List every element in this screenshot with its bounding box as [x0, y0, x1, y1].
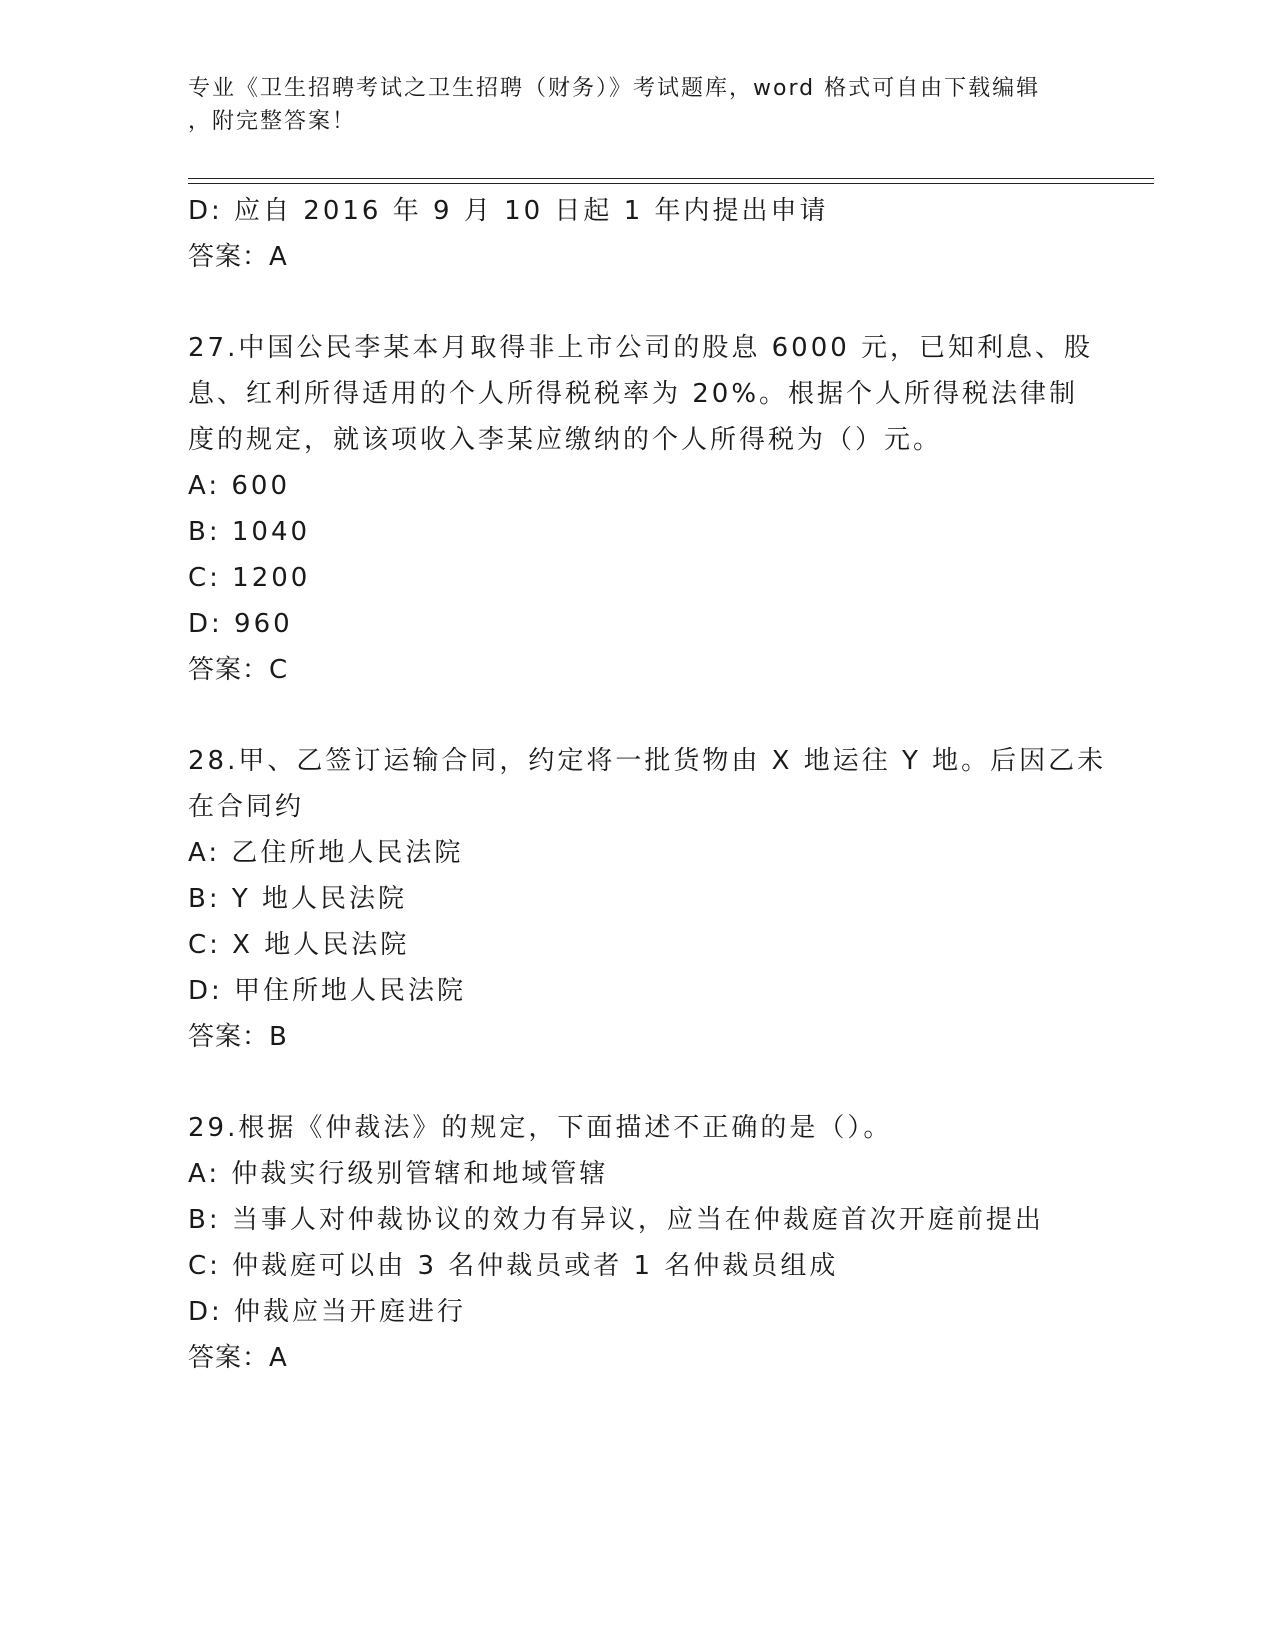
answer-line: 答案：A	[188, 242, 288, 272]
option-b: B: 当事人对仲裁协议的效力有异议，应当在仲裁庭首次开庭前提出	[188, 1205, 1044, 1235]
question-text-line: 息、红利所得适用的个人所得税税率为 20%。根据个人所得税法律制	[188, 379, 1079, 409]
question-text-line: 28.甲、乙签订运输合同，约定将一批货物由 X 地运往 Y 地。后因乙未	[188, 746, 1107, 776]
question-28	[188, 738, 1108, 1060]
header-line-1: 专业《卫生招聘考试之卫生招聘（财务）》考试题库，word 格式可自由下载编辑	[188, 76, 1041, 101]
option-b: B: 1040	[188, 517, 311, 547]
option-d: D: 应自 2016 年 9 月 10 日起 1 年内提出申请	[188, 196, 829, 226]
question-text-line: 29.根据《仲裁法》的规定，下面描述不正确的是（）。	[188, 1113, 893, 1143]
question-list	[188, 188, 1108, 1381]
header-line-2: ，附完整答案！	[188, 109, 357, 134]
answer-line: 答案：B	[188, 1022, 288, 1052]
option-d: D: 甲住所地人民法院	[188, 976, 467, 1006]
previous-question-tail	[188, 188, 1108, 280]
option-a: A: 乙住所地人民法院	[188, 838, 464, 868]
header-divider-top	[188, 178, 1154, 179]
option-b: B: Y 地人民法院	[188, 884, 408, 914]
header-divider-bottom	[188, 183, 1154, 184]
question-text-line: 度的规定，就该项收入李某应缴纳的个人所得税为（）元。	[188, 425, 943, 455]
question-27	[188, 325, 1108, 693]
question-text-line: 在合同约	[188, 792, 305, 822]
answer-line: 答案：C	[188, 655, 289, 685]
option-c: C: 仲裁庭可以由 3 名仲裁员或者 1 名仲裁员组成	[188, 1251, 839, 1281]
answer-line: 答案：A	[188, 1343, 288, 1373]
option-d: D: 960	[188, 609, 293, 639]
option-c: C: 1200	[188, 563, 311, 593]
question-text-line: 27.中国公民李某本月取得非上市公司的股息 6000 元，已知利息、股	[188, 333, 1094, 363]
option-c: C: X 地人民法院	[188, 930, 410, 960]
option-a: A: 仲裁实行级别管辖和地域管辖	[188, 1159, 609, 1189]
question-29	[188, 1105, 1108, 1381]
option-a: A: 600	[188, 471, 290, 501]
option-d: D: 仲裁应当开庭进行	[188, 1297, 467, 1327]
document-header	[188, 72, 1088, 138]
